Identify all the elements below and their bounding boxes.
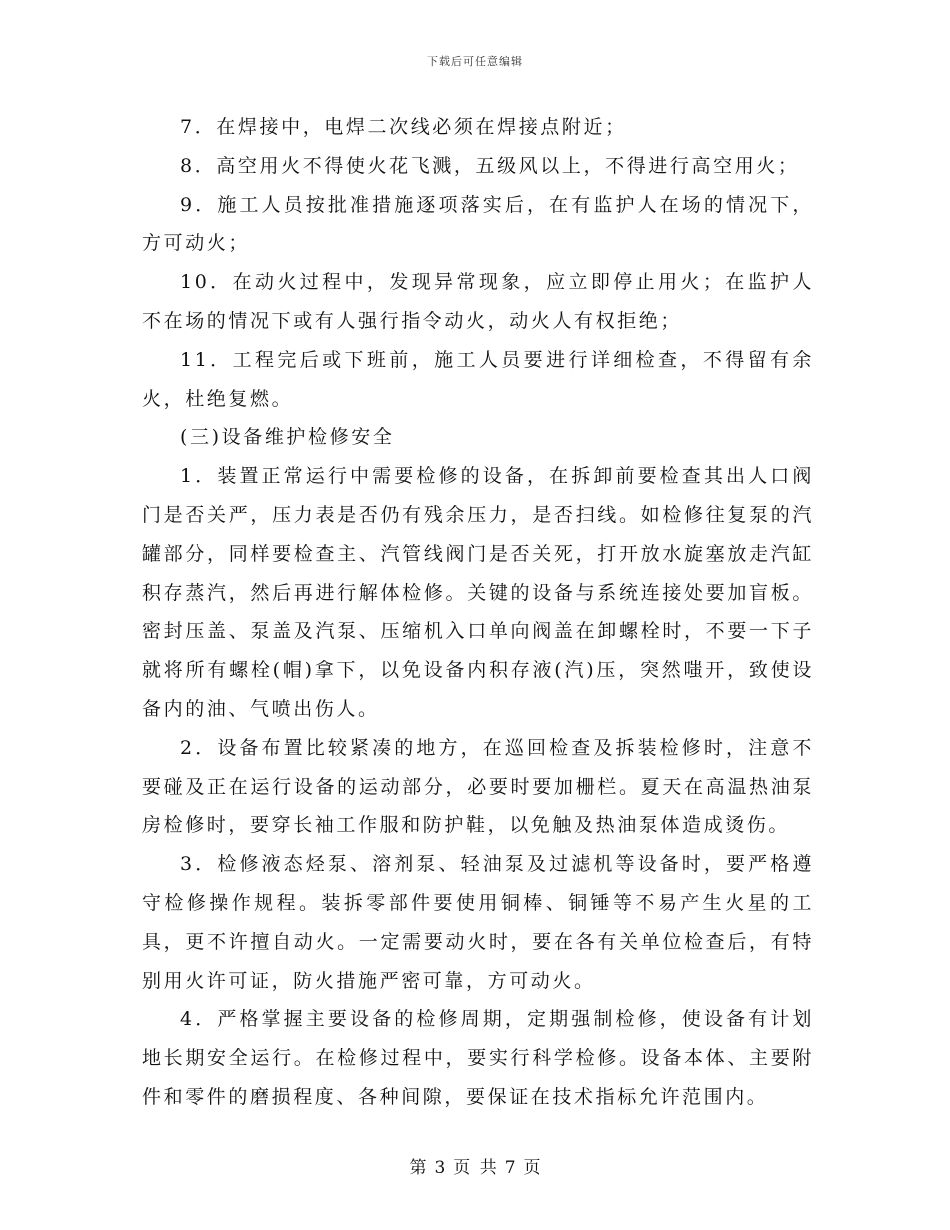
footer-prefix: 第 — [409, 1158, 427, 1178]
section-heading: (三)设备维护检修安全 — [180, 426, 395, 449]
document-body — [142, 108, 814, 1117]
paragraph-item-10: 10．在动火过程中，发现异常现象，应立即停止用火；在监护人不在场的情况下或有人强行指令动火，动火人有权拒绝； — [142, 271, 814, 332]
page-header: 下载后可任意编辑 — [427, 55, 523, 68]
current-page-number: 3 — [434, 1158, 446, 1178]
paragraph-item-7: 7．在焊接中，电焊二次线必须在焊接点附近； — [180, 116, 627, 138]
paragraph-maintenance-4: 4．严格掌握主要设备的检修周期，定期强制检修，使设备有计划地长期安全运行。在检修过程中，要实行科学检修。设备本体、主要附件和零件的磨损程度、各种间隙，要保证在技术指标允许范围内。 — [142, 1008, 814, 1108]
paragraph-maintenance-1: 1．装置正常运行中需要检修的设备，在拆卸前要检查其出人口阀门是否关严，压力表是否仍有残余压力，是否扫线。如检修往复泵的汽罐部分，同样要检查主、汽管线阀门是否关死，打开放水旋塞放走汽缸积存蒸汽，然后再进行解体检修。关键的设备与系统连接处要加盲板。密封压盖、泵盖及汽泵、压缩机入口单向阀盖在卸螺栓时，不要一下子就将所有螺栓(帽)拿下，以免设备内积存液(汽)压，突然嗤开，致使设备内的油、气喷出伤人。 — [142, 465, 814, 720]
footer-suffix: 页 — [523, 1158, 541, 1178]
footer-middle: 页 共 — [453, 1158, 497, 1178]
paragraph-item-8: 8．高空用火不得使火花飞溅，五级风以上，不得进行高空用火； — [180, 154, 800, 177]
page-footer — [0, 1153, 950, 1178]
paragraph-maintenance-3: 3．检修液态烃泵、溶剂泵、轻油泵及过滤机等设备时，要严格遵守检修操作规程。装拆零部件要使用铜棒、铜锤等不易产生火星的工具，更不许擅自动火。一定需要动火时，要在各有关单位检查后，有特别用火许可证，防火措施严密可靠，方可动火。 — [142, 853, 814, 992]
paragraph-maintenance-2: 2．设备布置比较紧凑的地方，在巡回检查及拆装检修时，注意不要碰及正在运行设备的运动部分，必要时要加栅栏。夏天在高温热油泵房检修时，要穿长袖工作服和防护鞋，以免触及热油泵体造成烫伤。 — [142, 736, 814, 837]
paragraph-item-11: 11．工程完后或下班前，施工人员要进行详细检查，不得留有余火，杜绝复燃。 — [142, 348, 814, 410]
total-page-number: 7 — [504, 1158, 516, 1178]
paragraph-item-9: 9．施工人员按批准措施逐项落实后，在有监护人在场的情况下，方可动火； — [142, 193, 814, 255]
